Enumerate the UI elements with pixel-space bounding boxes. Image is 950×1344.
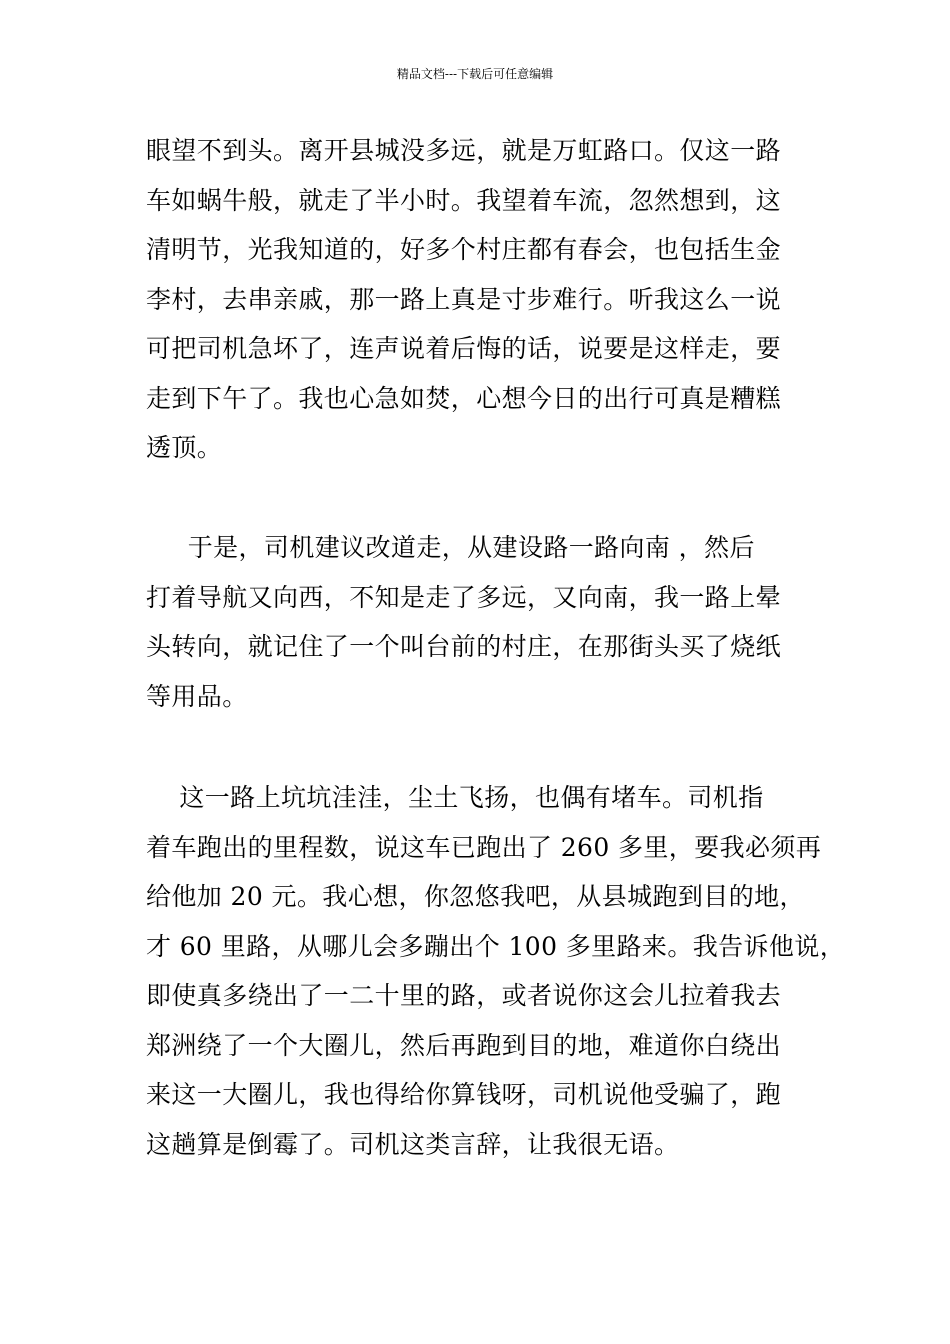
text-line: 李村，去串亲戚，那一路上真是寸步难行。听我这么一说: [146, 284, 782, 314]
text-line: 打着导航又向西，不知是走了多远，又向南，我一路上晕: [146, 582, 782, 612]
text-line: 来这一大圈儿，我也得给你算钱呀，司机说他受骗了，跑: [146, 1080, 782, 1109]
text-line: 透顶。: [146, 433, 223, 462]
paragraph-3: [146, 773, 846, 1169]
text-line: 走到下午了。我也心急如焚，心想今日的出行可真是糟糕: [146, 383, 782, 413]
text-line: 郑洲绕了一个大圈儿，然后再跑到目的地，难道你白绕出: [146, 1030, 782, 1060]
paragraph-2: [146, 523, 846, 721]
text-line: 才 60 里路，从哪儿会多蹦出个 100 多里路来。我告诉他说，: [146, 931, 846, 961]
text-line: 可把司机急坏了，连声说着后悔的话，说要是这样走，要: [146, 334, 782, 363]
text-line: 眼望不到头。离开县城没多远，就是万虹路口。仅这一路: [146, 136, 782, 165]
text-line: 等用品。: [146, 681, 248, 711]
text-line: 即使真多绕出了一二十里的路，或者说你这会儿拉着我去: [146, 981, 782, 1010]
text-line: 于是，司机建议改道走，从建设路一路向南 ，然后: [146, 533, 755, 562]
text-line: 头转向，就记住了一个叫台前的村庄，在那街头买了烧纸: [146, 632, 782, 661]
text-line: 这一路上坑坑洼洼，尘土飞扬，也偶有堵车。司机指: [146, 783, 764, 812]
text-line: 着车跑出的里程数，说这车已跑出了 260 多里，要我必须再: [146, 832, 822, 862]
text-line: 清明节，光我知道的，好多个村庄都有春会，也包括生金: [146, 235, 782, 264]
paragraph-1: [146, 126, 846, 473]
text-line: 这趟算是倒霉了。司机这类言辞，让我很无语。: [146, 1129, 680, 1159]
text-line: 车如蜗牛般，就走了半小时。我望着车流，忽然想到，这: [146, 185, 782, 215]
text-line: 给他加 20 元。我心想，你忽悠我吧，从县城跑到目的地，: [146, 882, 805, 911]
page-header: 精品文档---下载后可任意编辑: [396, 67, 554, 81]
